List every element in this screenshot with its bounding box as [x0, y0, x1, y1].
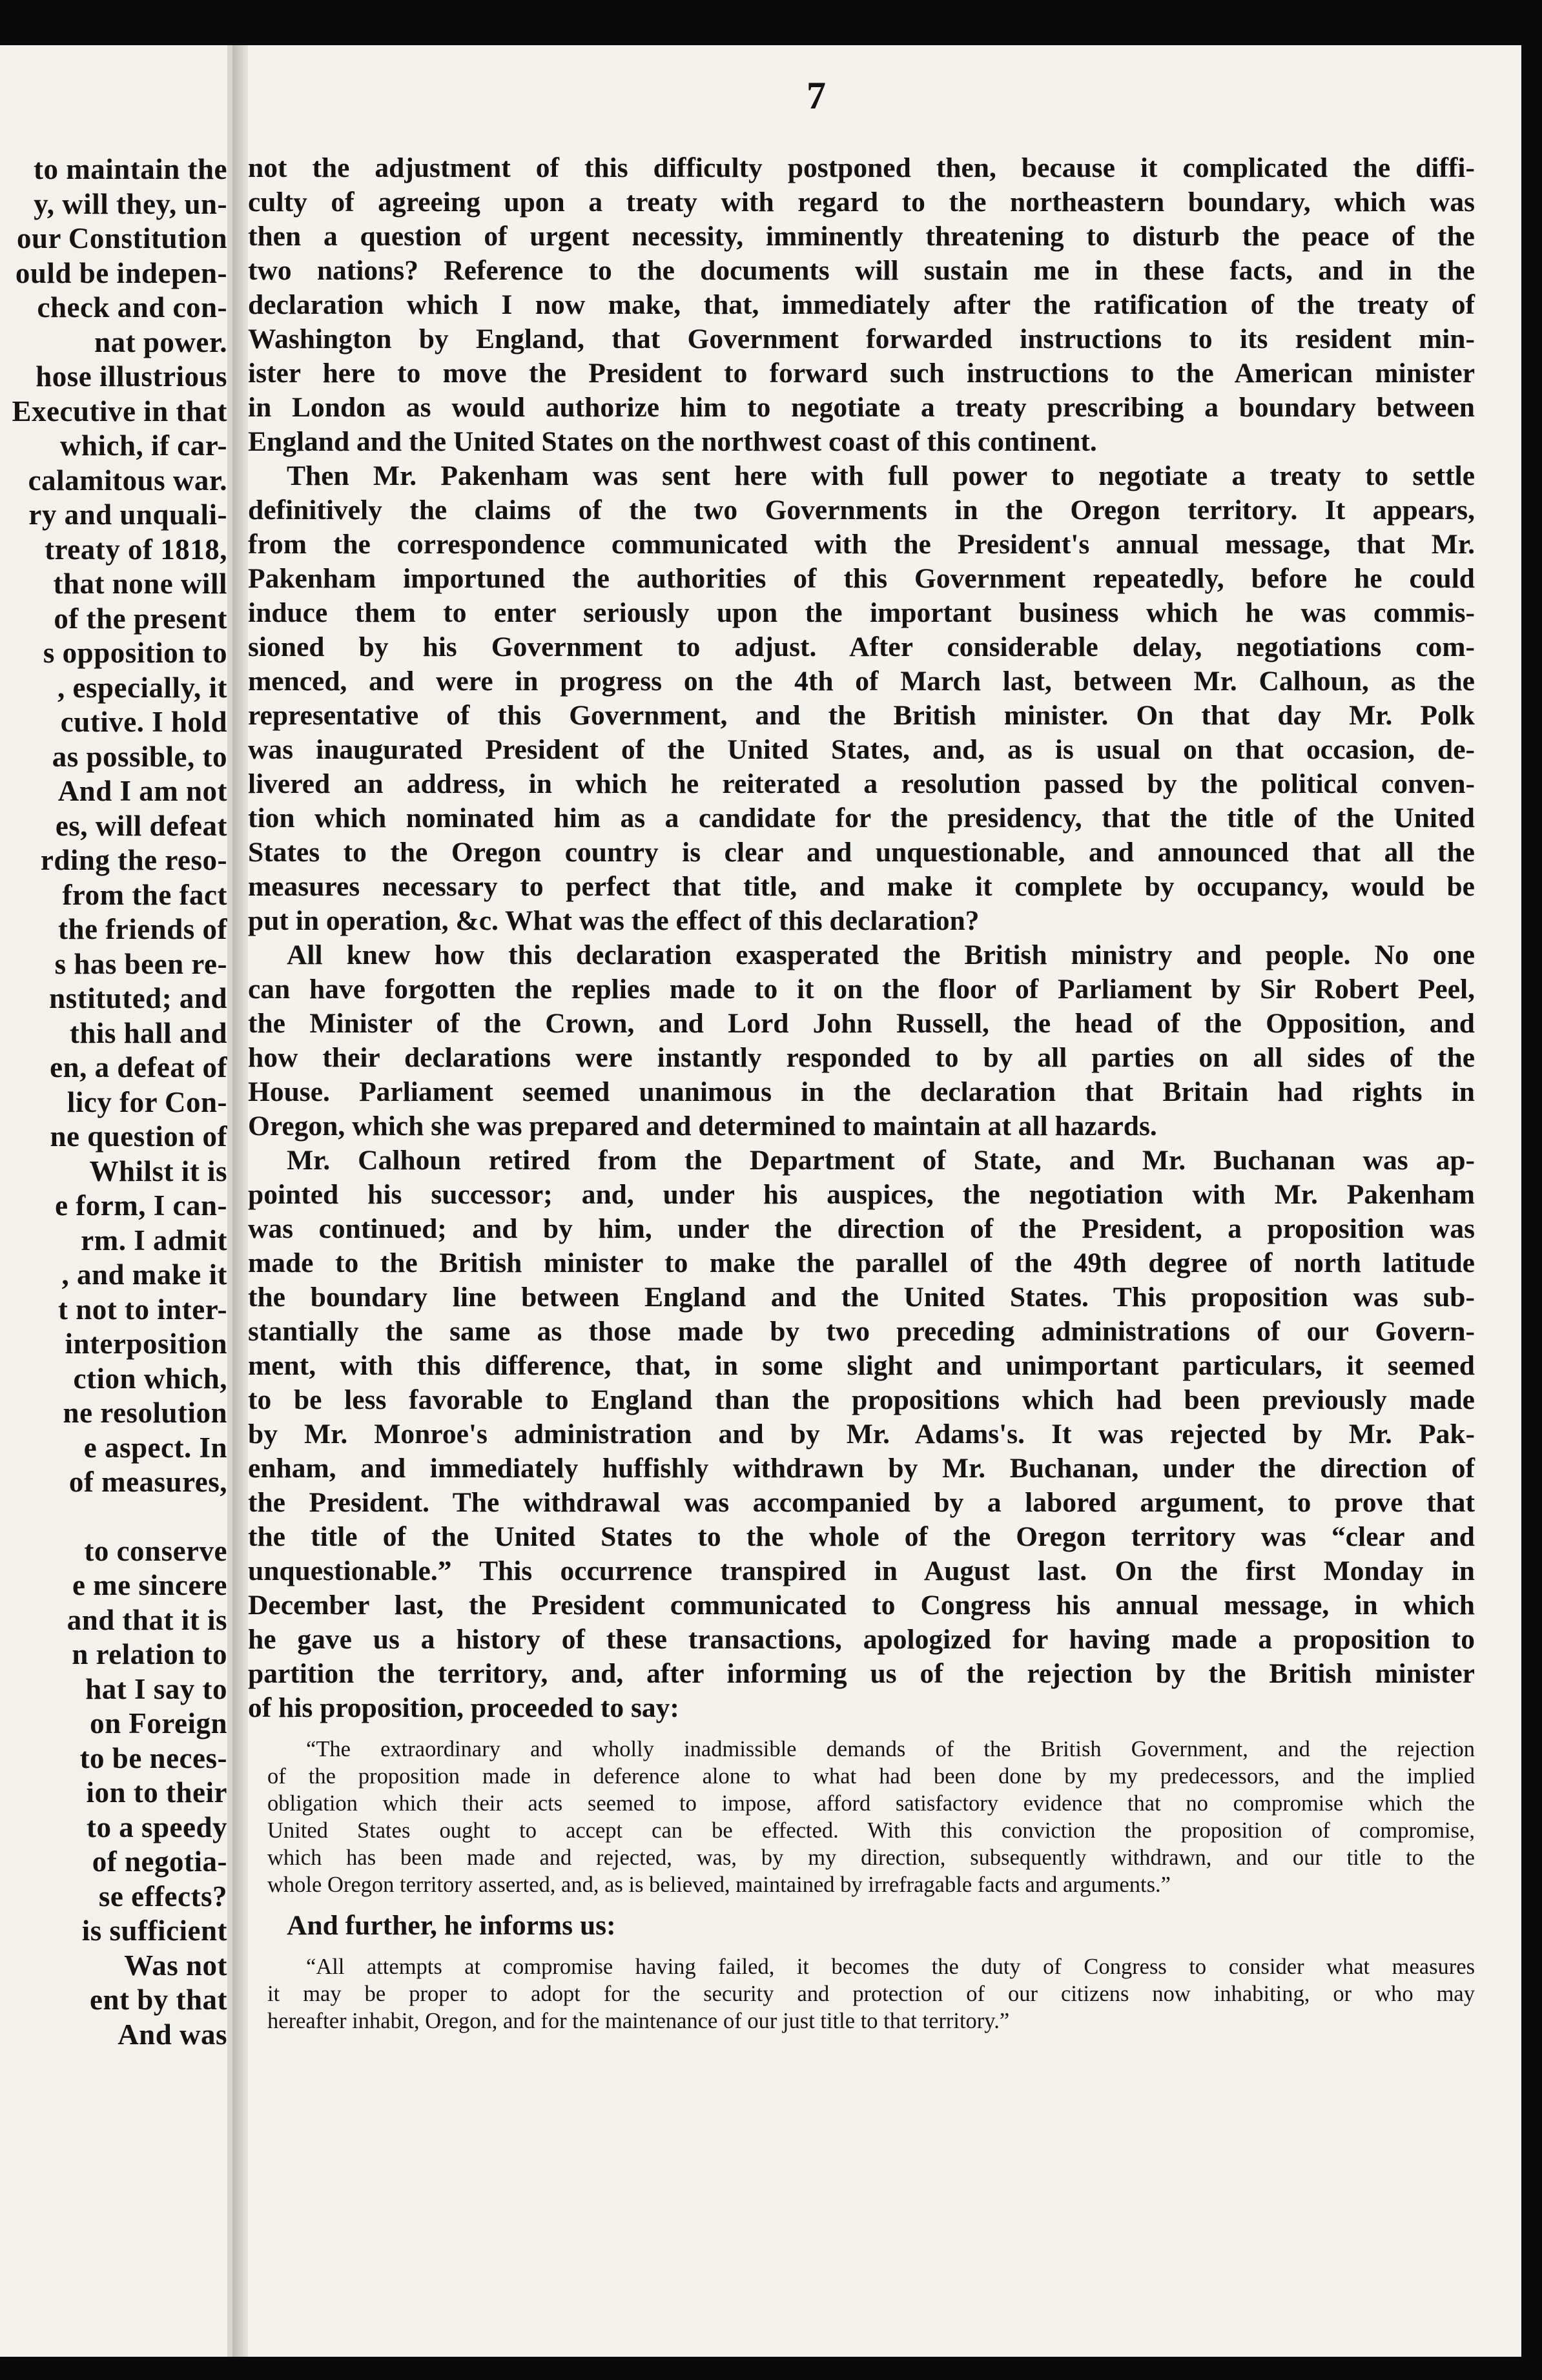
body-line: Oregon, which she was prepared and determined to maintain at all hazards.	[248, 1111, 1157, 1142]
body-line: ment, with this difference, that, in some slight and unimportant particulars, it seemed	[248, 1350, 1475, 1381]
quotation-line: it may be proper to adopt for the security and protection of our citizens now inhabiting, or who may	[267, 1982, 1475, 2006]
body-line: measures necessary to perfect that title, and make it complete by occupancy, would be	[248, 871, 1475, 902]
left-page-line: this hall and	[69, 1016, 227, 1049]
body-line: induce them to enter seriously upon the important business which he was commis-	[248, 597, 1475, 628]
body-line: of his proposition, proceeded to say:	[248, 1692, 679, 1723]
quotation-line: hereafter inhabit, Oregon, and for the maintenance of our just title to that territory.”	[267, 2009, 1010, 2033]
body-line: how their declarations were instantly responded to by all parties on all sides of the	[248, 1042, 1475, 1073]
left-page-line: which, if car-	[59, 429, 227, 462]
left-page-line: to be neces-	[79, 1741, 227, 1774]
body-line: made to the British minister to make the parallel of the 49th degree of north latitude	[248, 1247, 1475, 1278]
body-line: was inaugurated President of the United States, and, as is usual on that occasion, de-	[248, 734, 1475, 765]
body-line: Washington by England, that Government forwarded instructions to its resident min-	[248, 323, 1475, 354]
left-page-line: es, will defeat	[55, 809, 227, 842]
body-line: from the correspondence communicated with the President's annual message, that Mr.	[248, 529, 1475, 560]
body-line: to be less favorable to England than the propositions which had been previously made	[248, 1384, 1475, 1415]
body-line: House. Parliament seemed unanimous in the declaration that Britain had rights in	[248, 1076, 1475, 1107]
body-line: menced, and were in progress on the 4th of March last, between Mr. Calhoun, as the	[248, 666, 1475, 697]
left-page-line: , especially, it	[57, 671, 227, 704]
left-page-line: e aspect. In	[83, 1431, 227, 1464]
quotation-line: which has been made and rejected, was, by my direction, subsequently withdrawn, and our title to the	[267, 1845, 1475, 1870]
left-page-line: hat I say to	[85, 1672, 227, 1705]
quotation-line: of the proposition made in deference alone to what had been done by my predecessors, and the implied	[267, 1764, 1475, 1789]
left-page-line: the friends of	[58, 913, 227, 945]
body-line: ister here to move the President to forward such instructions to the American minister	[248, 358, 1475, 389]
body-line: Mr. Calhoun retired from the Department of State, and Mr. Buchanan was ap-	[287, 1145, 1475, 1176]
body-line: enham, and immediately huffishly withdrawn by Mr. Buchanan, under the direction of	[248, 1453, 1475, 1484]
body-line: then a question of urgent necessity, imminently threatening to disturb the peace of the	[248, 221, 1475, 252]
left-page-line: on Foreign	[90, 1707, 227, 1739]
body-line: definitively the claims of the two Governments in the Oregon territory. It appears,	[248, 495, 1475, 526]
left-page-line: And was	[118, 2018, 227, 2051]
quotation-line: whole Oregon territory asserted, and, as is believed, maintained by irrefragable facts and arguments.”	[267, 1872, 1171, 1897]
left-page-line: Executive in that	[12, 395, 227, 427]
left-page-line: t not to inter-	[57, 1293, 227, 1326]
left-page-line: ent by that	[89, 1984, 227, 2016]
left-page-line: nstituted; and	[49, 982, 227, 1014]
left-page-line: from the fact	[62, 878, 227, 911]
quotation-line: “All attempts at compromise having failed, it becomes the duty of Congress to consider what measures	[306, 1954, 1475, 1979]
left-page-line: y, will they, un-	[34, 187, 227, 220]
left-page-line: en, a defeat of	[50, 1051, 227, 1083]
left-page-line: hose illustrious	[36, 360, 227, 393]
left-page-line: check and con-	[37, 291, 227, 323]
book-gutter	[232, 45, 248, 2357]
body-line: can have forgotten the replies made to it on the floor of Parliament by Sir Robert Peel,	[248, 974, 1475, 1005]
left-page-line: cutive. I hold	[60, 706, 227, 738]
left-page-line: calamitous war.	[28, 464, 227, 497]
left-page-line: ion to their	[86, 1776, 227, 1809]
body-line: the boundary line between England and the United States. This proposition was sub-	[248, 1282, 1475, 1313]
body-line: was continued; and by him, under the direction of the President, a proposition was	[248, 1213, 1475, 1244]
left-page-line: treaty of 1818,	[45, 533, 227, 566]
left-page-line: to conserve	[84, 1534, 227, 1567]
left-page-line: interposition	[65, 1328, 227, 1360]
left-page-line: ry and unquali-	[28, 498, 227, 531]
body-line: tion which nominated him as a candidate for the presidency, that the title of the United	[248, 803, 1475, 834]
left-page-line: se effects?	[98, 1880, 227, 1913]
left-page-line: of negotia-	[92, 1845, 227, 1878]
left-page-line: Was not	[124, 1949, 227, 1982]
body-line: two nations? Reference to the documents will sustain me in these facts, and in the	[248, 255, 1475, 286]
body-line: December last, the President communicated to Congress his annual message, in which	[248, 1590, 1475, 1621]
body-line: the Minister of the Crown, and Lord John Russell, the head of the Opposition, and	[248, 1008, 1475, 1039]
left-page-line: ould be indepen-	[15, 256, 227, 289]
left-page-line: to maintain the	[34, 153, 227, 185]
quotation-line: United States ought to accept can be effected. With this conviction the proposition of compromise,	[267, 1818, 1475, 1843]
quotation-line: “The extraordinary and wholly inadmissible demands of the British Government, and the rejection	[306, 1737, 1475, 1761]
left-page-line: ne resolution	[63, 1397, 227, 1429]
body-line: put in operation, &c. What was the effect of this declaration?	[248, 905, 980, 936]
left-page-line: of measures,	[68, 1466, 227, 1498]
body-line: by Mr. Monroe's administration and by Mr. Adams's. It was rejected by Mr. Pak-	[248, 1419, 1475, 1450]
left-page-line: e me sincere	[72, 1569, 227, 1601]
left-page-line: nat power.	[94, 325, 227, 358]
body-line: representative of this Government, and the British minister. On that day Mr. Polk	[248, 700, 1475, 731]
left-page-line	[0, 1500, 227, 1534]
left-page-line: of the present	[54, 602, 227, 635]
body-line: Pakenham importuned the authorities of this Government repeatedly, before he could	[248, 563, 1475, 594]
left-page-line: as possible, to	[52, 740, 227, 773]
body-line: pointed his successor; and, under his auspices, the negotiation with Mr. Pakenham	[248, 1179, 1475, 1210]
left-page-line: n relation to	[72, 1638, 227, 1670]
body-line: he gave us a history of these transactions, apologized for having made a proposition to	[248, 1624, 1475, 1655]
left-page-line: e form, I can-	[55, 1189, 227, 1222]
body-line: Then Mr. Pakenham was sent here with full power to negotiate a treaty to settle	[287, 460, 1475, 491]
body-line: England and the United States on the northwest coast of this continent.	[248, 426, 1097, 457]
left-page-line: licy for Con-	[67, 1085, 227, 1118]
left-page-line: our Constitution	[17, 222, 227, 254]
body-line: sioned by his Government to adjust. After considerable delay, negotiations com-	[248, 631, 1475, 662]
left-page-line: s has been re-	[54, 947, 227, 980]
body-line: unquestionable.” This occurrence transpired in August last. On the first Monday in	[248, 1555, 1475, 1586]
body-line: All knew how this declaration exasperated the British ministry and people. No one	[287, 939, 1475, 970]
page-number: 7	[807, 74, 826, 117]
body-line: And further, he informs us:	[287, 1910, 616, 1941]
body-line: partition the territory, and, after informing us of the rejection by the British minister	[248, 1658, 1475, 1689]
body-line: livered an address, in which he reiterated a resolution passed by the political conven-	[248, 768, 1475, 799]
left-page-line: and that it is	[67, 1603, 227, 1636]
body-line: stantially the same as those made by two preceding administrations of our Govern-	[248, 1316, 1475, 1347]
body-line: the President. The withdrawal was accompanied by a labored argument, to prove that	[248, 1487, 1475, 1518]
body-line: not the adjustment of this difficulty postponed then, because it complicated the diffi-	[248, 152, 1475, 183]
left-page-line: s opposition to	[43, 637, 227, 669]
left-page-line: rding the reso-	[40, 844, 227, 876]
body-line: culty of agreeing upon a treaty with regard to the northeastern boundary, which was	[248, 187, 1475, 218]
left-page-line: is sufficient	[81, 1914, 227, 1947]
left-page-line: rm. I admit	[81, 1224, 227, 1257]
left-page-line: ne question of	[50, 1120, 227, 1153]
body-line: the title of the United States to the whole of the Oregon territory was “clear and	[248, 1521, 1475, 1552]
body-line: in London as would authorize him to negotiate a treaty prescribing a boundary between	[248, 392, 1475, 423]
left-page-line: Whilst it is	[89, 1154, 227, 1187]
body-line: States to the Oregon country is clear and unquestionable, and announced that all the	[248, 837, 1475, 868]
left-page-line: that none will	[53, 568, 227, 600]
left-page-line: And I am not	[57, 775, 227, 807]
left-page-text-column	[0, 152, 227, 2052]
body-line: declaration which I now make, that, immediately after the ratification of the treaty of	[248, 289, 1475, 320]
right-page	[248, 45, 1521, 2357]
quotation-line: obligation which their acts seemed to impose, afford satisfactory evidence that no compromise which the	[267, 1791, 1475, 1816]
left-page-line: to a speedy	[87, 1811, 227, 1843]
left-page-line: , and make it	[61, 1258, 227, 1291]
left-page-fragment	[0, 45, 232, 2357]
left-page-line: ction which,	[73, 1362, 227, 1395]
body-text	[248, 151, 1475, 2035]
